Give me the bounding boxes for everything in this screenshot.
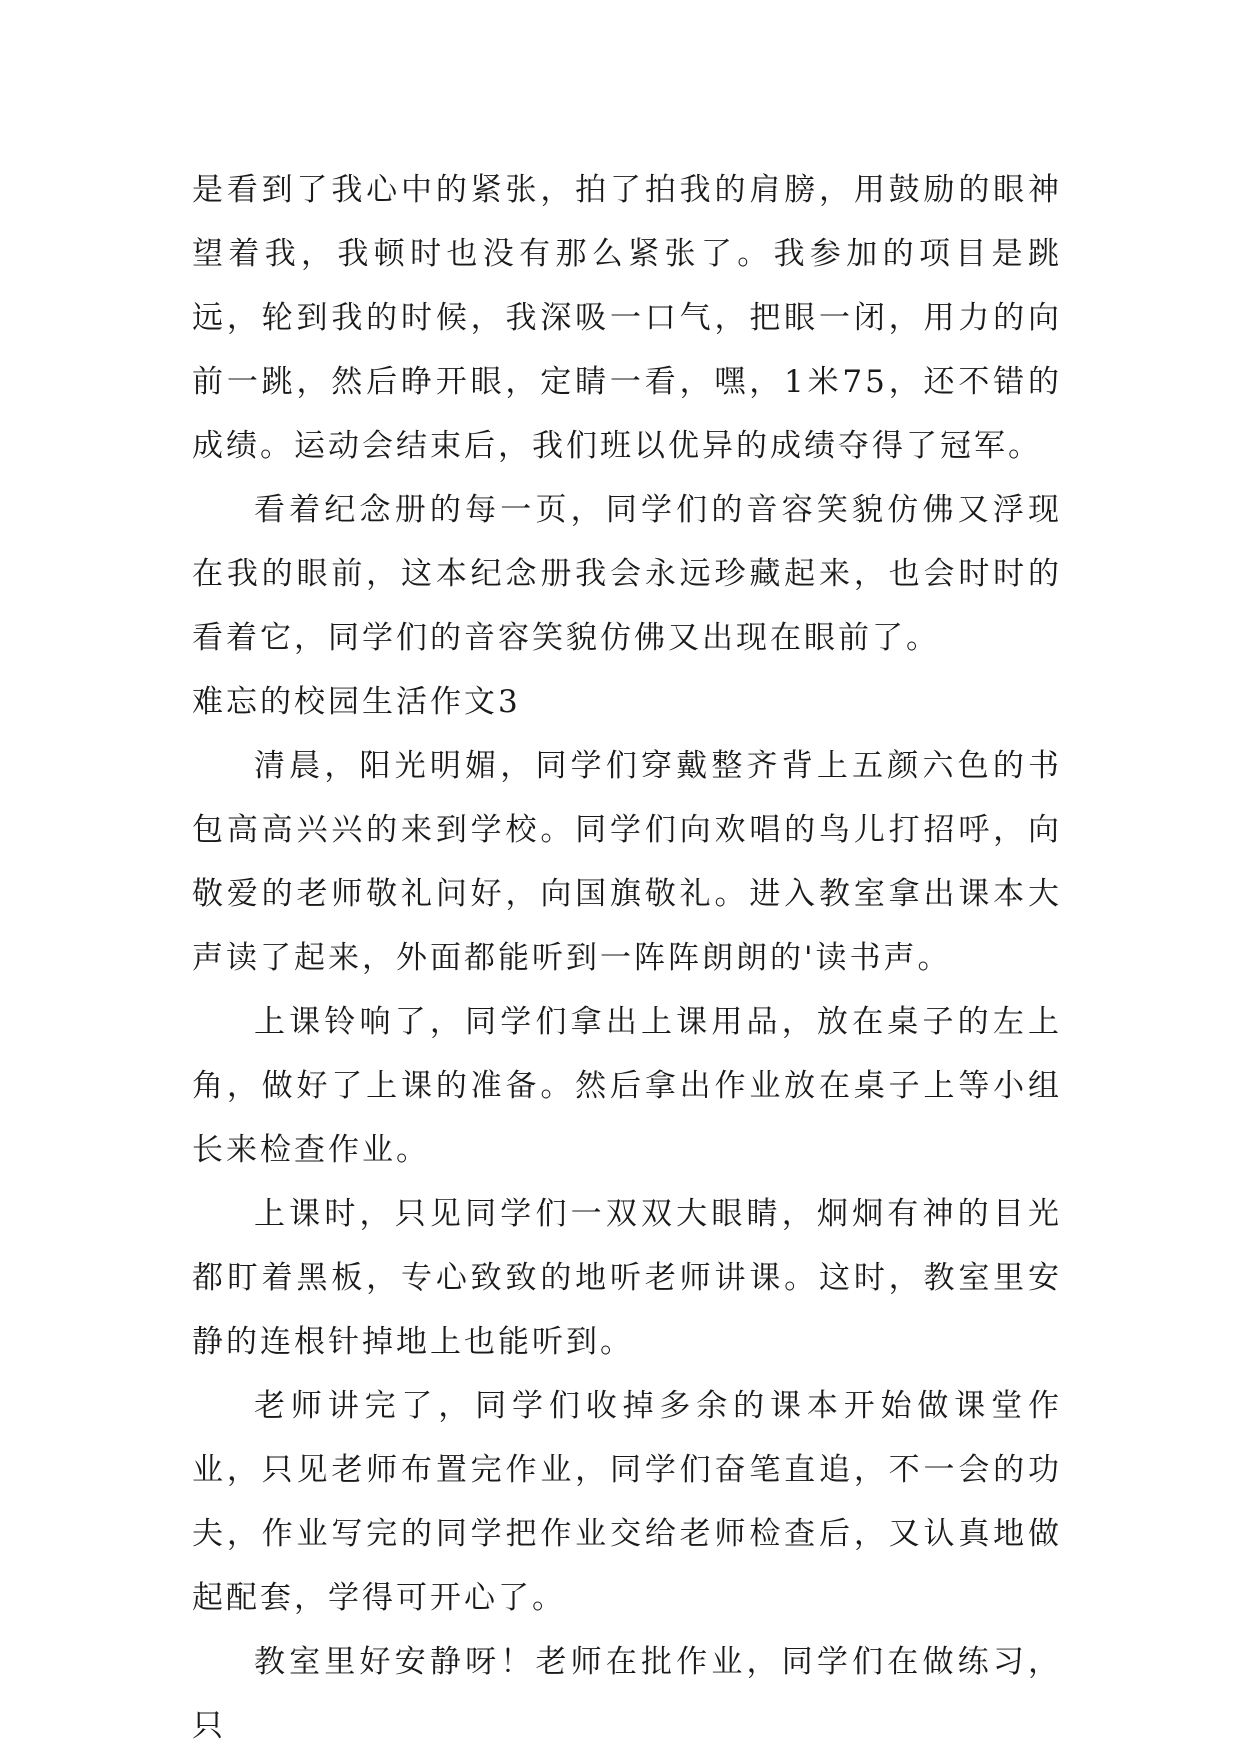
document-body <box>192 158 1062 1758</box>
paragraph-memory-book: 看着纪念册的每一页，同学们的音容笑貌仿佛又浮现在我的眼前，这本纪念册我会永远珍藏起来，也会时时的看着它，同学们的音容笑貌仿佛又出现在眼前了。 <box>192 492 1062 656</box>
paragraph-homework: 老师讲完了，同学们收掉多余的课本开始做课堂作业，只见老师布置完作业，同学们奋笔直追，不一会的功夫，作业写完的同学把作业交给老师检查后，又认真地做起配套，学得可开心了。 <box>192 1388 1062 1616</box>
section-heading: 难忘的校园生活作文3 <box>192 684 521 720</box>
paragraph-quiet-classroom: 教室里好安静呀！老师在批作业，同学们在做练习，只 <box>192 1644 1062 1744</box>
paragraph-continuation: 是看到了我心中的紧张，拍了拍我的肩膀，用鼓励的眼神望着我，我顿时也没有那么紧张了。我参加的项目是跳远，轮到我的时候，我深吸一口气，把眼一闭，用力的向前一跳，然后睁开眼，定睛一看，嘿，1米75，还不错的成绩。运动会结束后，我们班以优异的成绩夺得了冠军。 <box>192 172 1062 464</box>
paragraph-class-time: 上课时，只见同学们一双双大眼睛，炯炯有神的目光都盯着黑板，专心致致的地听老师讲课。这时，教室里安静的连根针掉地上也能听到。 <box>192 1196 1062 1360</box>
paragraph-bell: 上课铃响了，同学们拿出上课用品，放在桌子的左上角，做好了上课的准备。然后拿出作业放在桌子上等小组长来检查作业。 <box>192 1004 1062 1168</box>
paragraph-morning: 清晨，阳光明媚，同学们穿戴整齐背上五颜六色的书包高高兴兴的来到学校。同学们向欢唱的鸟儿打招呼，向敬爱的老师敬礼问好，向国旗敬礼。进入教室拿出课本大声读了起来，外面都能听到一阵阵朗朗的'读书声。 <box>192 748 1062 976</box>
